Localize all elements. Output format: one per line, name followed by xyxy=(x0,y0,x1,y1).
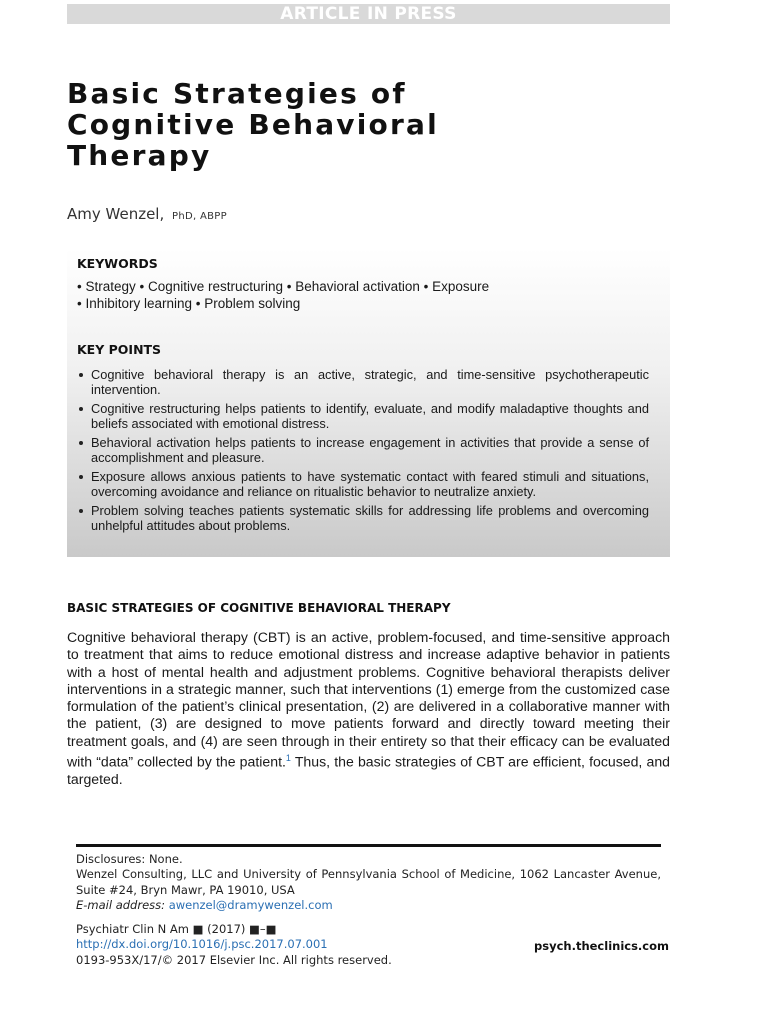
body-text-end: Thus, the basic strategies of CBT are efficient, focused, and targeted. xyxy=(67,753,670,788)
footnote-block xyxy=(76,852,661,913)
key-point-item: Cognitive behavioral therapy is an active, strategic, and time-sensitive psychotherapeutic intervention. xyxy=(77,367,649,397)
keywords-heading: KEYWORDS xyxy=(77,256,158,271)
copyright: 0193-953X/17/© 2017 Elsevier Inc. All rights reserved. xyxy=(76,952,392,967)
author-credentials: PhD, ABPP xyxy=(172,211,227,222)
body-text-main: Cognitive behavioral therapy (CBT) is an active, problem-focused, and time-sensitive approach to treatment that aims to reduce emotional distress and increase adaptive behavior in patients with a host of mental health and adjustment problems. Cognitive behavioral therapists deliver interventions in a strategic manner, such that interventions (1) emerge from the customized case formulation of the patient’s clinical presentation, (2) are delivered in a collaborative manner with the patient, (3) are designed to move patients forward and directly toward meeting their treatment goals, and (4) are seen through in their entirety so that their efficacy can be evaluated with “data” collected by the patient. xyxy=(67,629,670,770)
key-point-item: Problem solving teaches patients systematic skills for addressing life problems and overcoming unhelpful attitudes about problems. xyxy=(77,503,649,533)
keywords-line: • Strategy • Cognitive restructuring • Behavioral activation • Exposure xyxy=(77,279,490,294)
doi-link[interactable]: http://dx.doi.org/10.1016/j.psc.2017.07.001 xyxy=(76,937,328,952)
reference-marker[interactable]: 1 xyxy=(285,753,291,764)
key-point-item: Exposure allows anxious patients to have systematic contact with feared stimuli and situations, overcoming avoidance and reliance on ritualistic behavior to neutralize anxiety. xyxy=(77,469,649,499)
email-label: E-mail address: xyxy=(76,897,166,912)
journal-reference: Psychiatr Clin N Am ■ (2017) ■–■ xyxy=(76,922,277,936)
email-link[interactable]: awenzel@dramywenzel.com xyxy=(168,897,333,912)
keywords-keypoints-box xyxy=(67,248,670,557)
footnote-divider xyxy=(76,844,661,847)
key-point-item: Behavioral activation helps patients to increase engagement in activities that provide a sense of accomplishment and pleasure. xyxy=(77,435,649,465)
title-line-3: Therapy xyxy=(67,139,212,172)
keywords-list xyxy=(77,278,662,312)
article-title xyxy=(67,78,627,171)
author-affiliation: Wenzel Consulting, LLC and University of Pennsylvania School of Medicine, 1062 Lancaster Avenue, Suite #24, Bryn Mawr, PA 19010, USA xyxy=(76,867,661,897)
article-in-press-banner: ARTICLE IN PRESS xyxy=(67,4,670,24)
section-heading: BASIC STRATEGIES OF COGNITIVE BEHAVIORAL THERAPY xyxy=(67,601,451,615)
title-line-2: Cognitive Behavioral xyxy=(67,108,439,141)
disclosures: Disclosures: None. xyxy=(76,852,183,866)
keywords-line: • Inhibitory learning • Problem solving xyxy=(77,296,301,311)
body-paragraph xyxy=(67,629,670,788)
title-line-1: Basic Strategies of xyxy=(67,77,407,110)
author-line xyxy=(67,205,227,223)
email-line xyxy=(76,898,661,913)
key-points-heading: KEY POINTS xyxy=(77,342,162,357)
journal-website: psych.theclinics.com xyxy=(534,939,669,953)
key-points-list xyxy=(77,367,649,537)
author-name: Amy Wenzel, xyxy=(67,205,165,223)
key-point-item: Cognitive restructuring helps patients to identify, evaluate, and modify maladaptive thoughts and beliefs associated with emotional distress. xyxy=(77,401,649,431)
